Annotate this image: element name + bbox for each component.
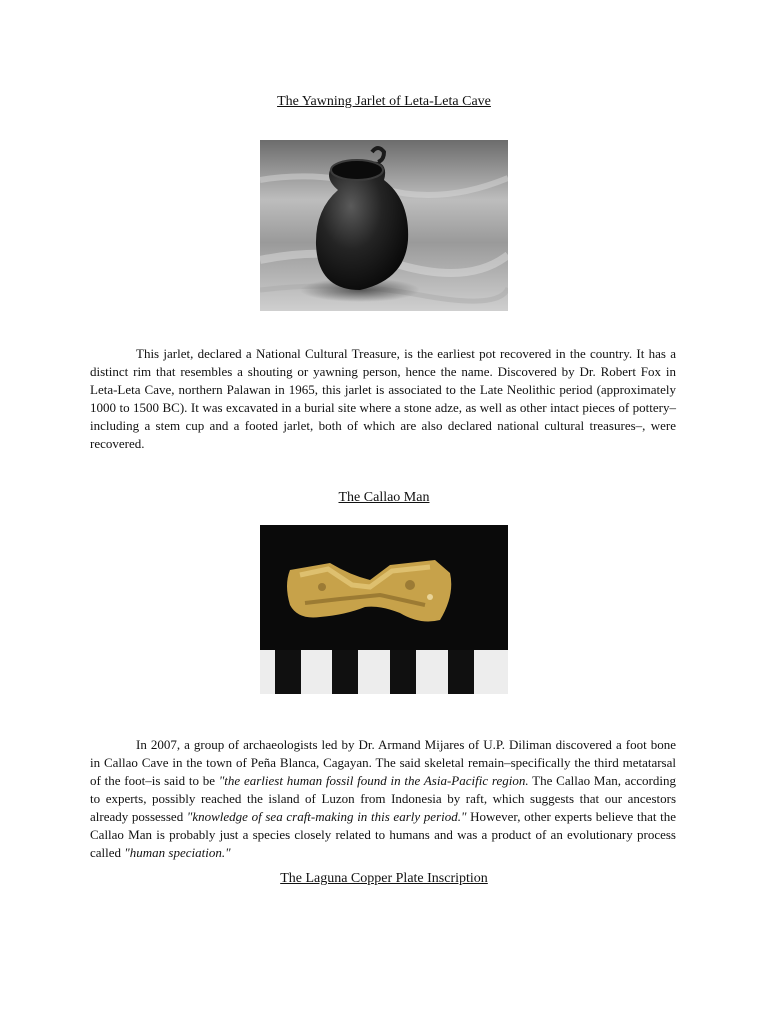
callao-description: In 2007, a group of archaeologists led by Dr. Armand Mijares of U.P. Diliman discovered a foot bone in Callao Cave in the town of Peña Blanca, Cagayan. The said skeletal remain–specifically the third metatarsal of the foot–is said to be "the earliest human fossil found in the Asia-Pacific region. The Callao Man, according to experts, possibly reached the island of Luzon from Indonesia by raft, which suggests that our ancestors already possessed "knowledge of sea craft-making in this early period." However, other experts believe that the Callao Man is probably just a species closely related to humans and was a product of an evolutionary process called "human speciation.": [90, 737, 676, 860]
heading-laguna-copper-plate: The Laguna Copper Plate Inscription: [280, 871, 488, 886]
callao-bone-photo: [260, 525, 508, 694]
heading-callao-man: The Callao Man: [338, 490, 430, 505]
jarlet-photo: [260, 140, 508, 311]
heading-yawning-jarlet: The Yawning Jarlet of Leta-Leta Cave: [277, 94, 491, 109]
jarlet-description: This jarlet, declared a National Cultural Treasure, is the earliest pot recovered in the country. It has a distinct rim that resembles a shouting or yawning person, hence the name. Discovered by Dr. Robert Fox in Leta-Leta Cave, northern Palawan in 1965, this jarlet is associated to the Late Neolithic period (approximately 1000 to 1500 BC). It was excavated in a burial site where a stone adze, as well as other intact pieces of pottery–including a stem cup and a footed jarlet, both of which are also declared national cultural treasures–, were recovered.: [90, 346, 676, 451]
